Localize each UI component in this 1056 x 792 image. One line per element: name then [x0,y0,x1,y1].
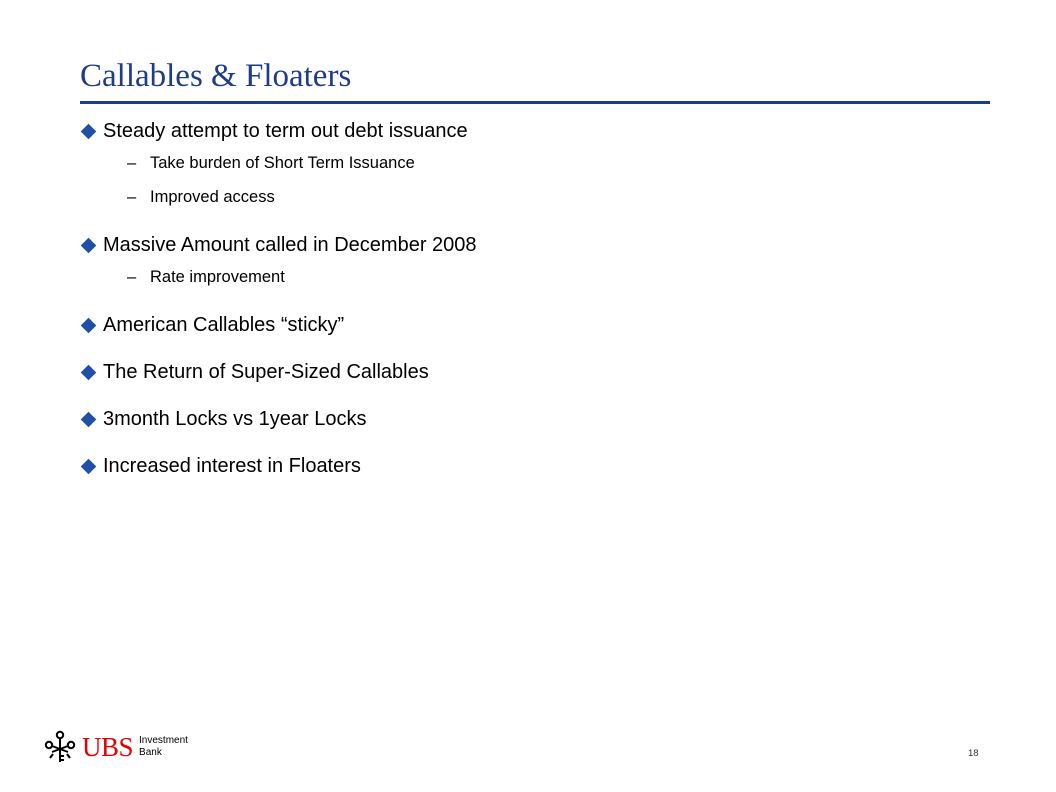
logo-subtitle [139,735,188,759]
dash-marker: – [127,153,137,172]
ubs-wordmark: UBS [82,731,134,762]
diamond-bullet-icon [81,237,97,253]
logo-subtitle-line: Investment [139,735,188,746]
bullet-item [80,357,960,387]
bullet-item [80,230,960,260]
bullet-item [80,116,960,146]
bullet-item [80,451,960,481]
bullet-text: 3month Locks vs 1year Locks [103,407,367,430]
title-underline [80,101,990,104]
bullet-text: Massive Amount called in December 2008 [103,233,477,256]
sub-bullet-text: Take burden of Short Term Issuance [150,153,415,172]
sub-bullet-text: Improved access [150,187,275,206]
diamond-bullet-icon [81,458,97,474]
dash-marker: – [127,267,137,286]
sub-bullet-item [80,180,960,214]
sub-bullet-item [80,146,960,180]
bullet-item [80,404,960,434]
slide-title: Callables & Floaters [80,58,352,94]
diamond-bullet-icon [81,123,97,139]
bullet-text: American Callables “sticky” [103,313,345,336]
diamond-bullet-icon [81,317,97,333]
bullet-list [80,116,960,481]
ubs-logo [44,730,188,764]
bullet-text: Steady attempt to term out debt issuance [103,119,468,142]
page-number: 18 [968,748,979,759]
logo-subtitle-line: Bank [139,747,162,758]
sub-bullet-item [80,260,960,294]
bullet-item [80,310,960,340]
ubs-keys-logo-icon [44,730,76,764]
dash-marker: – [127,187,137,206]
bullet-text: Increased interest in Floaters [103,454,361,477]
diamond-bullet-icon [81,411,97,427]
sub-bullet-text: Rate improvement [150,267,285,286]
diamond-bullet-icon [81,364,97,380]
bullet-text: The Return of Super-Sized Callables [103,360,429,383]
